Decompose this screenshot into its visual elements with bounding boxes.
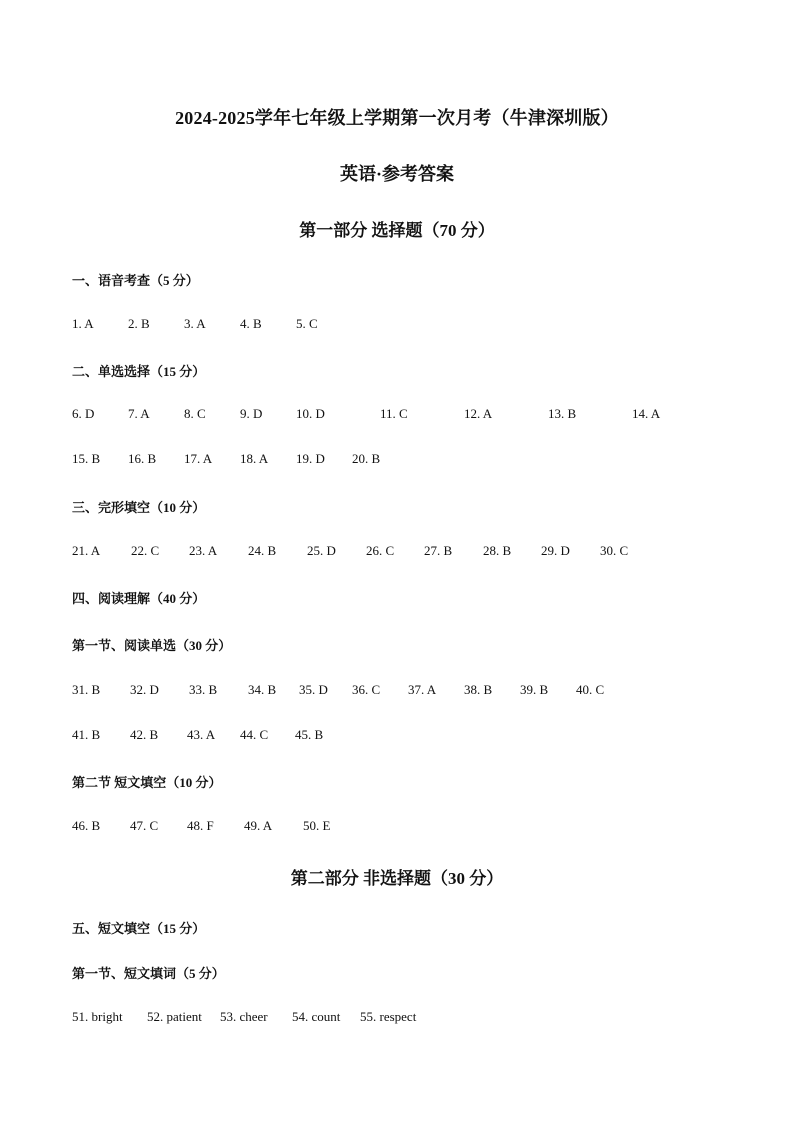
answer-item: 45. B <box>295 727 324 742</box>
answer-item: 15. B <box>72 451 101 466</box>
subsection-label: 第一节、短文填词（5 分） <box>72 966 225 981</box>
answer-item: 55. respect <box>360 1009 417 1024</box>
answer-item: 23. A <box>189 543 218 558</box>
answer-item: 21. A <box>72 543 101 558</box>
answer-item: 47. C <box>130 818 159 833</box>
document-title: 2024-2025学年七年级上学期第一次月考（牛津深圳版） <box>175 108 619 128</box>
answer-item: 13. B <box>548 406 577 421</box>
answer-item: 31. B <box>72 682 101 697</box>
answer-item: 53. cheer <box>220 1009 268 1024</box>
answer-item: 3. A <box>184 316 206 331</box>
section-label: 五、短文填空（15 分） <box>72 921 206 936</box>
answer-item: 7. A <box>128 406 150 421</box>
answer-item: 11. C <box>380 406 408 421</box>
answer-item: 43. A <box>187 727 216 742</box>
answer-item: 48. F <box>187 818 214 833</box>
part-one-heading: 第一部分 选择题（70 分） <box>299 221 495 240</box>
answer-item: 26. C <box>366 543 395 558</box>
answer-item: 38. B <box>464 682 493 697</box>
section-label: 四、阅读理解（40 分） <box>72 591 206 606</box>
answer-item: 42. B <box>130 727 159 742</box>
answer-item: 29. D <box>541 543 570 558</box>
document-subtitle: 英语·参考答案 <box>339 164 454 184</box>
subsection-label: 第二节 短文填空（10 分） <box>72 775 222 790</box>
answer-item: 37. A <box>408 682 437 697</box>
answer-item: 50. E <box>303 818 331 833</box>
answer-item: 5. C <box>296 316 318 331</box>
answer-item: 32. D <box>130 682 159 697</box>
answer-item: 9. D <box>240 406 263 421</box>
answer-item: 10. D <box>296 406 325 421</box>
answer-item: 51. bright <box>72 1009 123 1024</box>
answer-item: 49. A <box>244 818 273 833</box>
part-two-heading: 第二部分 非选择题（30 分） <box>290 869 504 888</box>
answer-item: 24. B <box>248 543 277 558</box>
answer-item: 16. B <box>128 451 157 466</box>
answer-item: 28. B <box>483 543 512 558</box>
answer-item: 34. B <box>248 682 277 697</box>
answer-item: 39. B <box>520 682 549 697</box>
answer-item: 44. C <box>240 727 269 742</box>
subsection-label: 第一节、阅读单选（30 分） <box>72 638 232 653</box>
answer-item: 8. C <box>184 406 206 421</box>
section-label: 一、语音考查（5 分） <box>72 273 199 288</box>
answer-item: 54. count <box>292 1009 341 1024</box>
answer-item: 19. D <box>296 451 325 466</box>
answer-item: 22. C <box>131 543 160 558</box>
answer-item: 46. B <box>72 818 101 833</box>
answer-item: 12. A <box>464 406 493 421</box>
section-label: 三、完形填空（10 分） <box>72 500 206 515</box>
answer-item: 1. A <box>72 316 94 331</box>
answer-item: 14. A <box>632 406 661 421</box>
answer-item: 17. A <box>184 451 213 466</box>
answer-item: 40. C <box>576 682 605 697</box>
answer-item: 20. B <box>352 451 381 466</box>
answer-item: 36. C <box>352 682 381 697</box>
answer-item: 25. D <box>307 543 336 558</box>
answer-item: 41. B <box>72 727 101 742</box>
answer-item: 52. patient <box>147 1009 202 1024</box>
answer-item: 2. B <box>128 316 150 331</box>
answer-item: 33. B <box>189 682 218 697</box>
section-label: 二、单选选择（15 分） <box>72 364 206 379</box>
answer-item: 6. D <box>72 406 95 421</box>
answer-item: 18. A <box>240 451 269 466</box>
answer-item: 35. D <box>299 682 328 697</box>
answer-item: 27. B <box>424 543 453 558</box>
answer-item: 30. C <box>600 543 629 558</box>
answer-item: 4. B <box>240 316 262 331</box>
